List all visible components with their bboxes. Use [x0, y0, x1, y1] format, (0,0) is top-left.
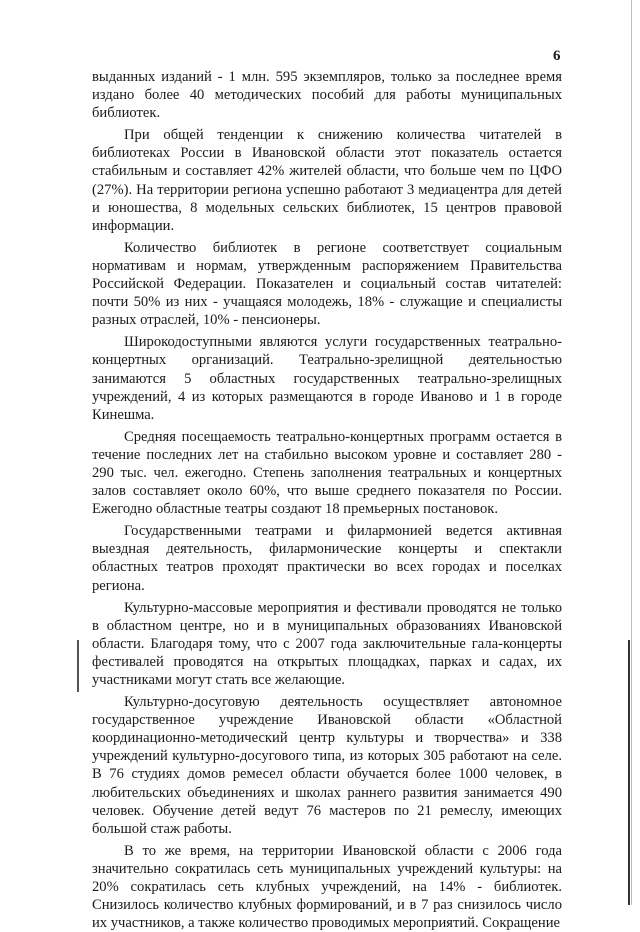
paragraph-touring-activity: Государственными театрами и филармонией ведется активная выездная деятельность, филармонические концерты и спектакли областных театров проходят практически во всех городах и поселках региона. — [92, 523, 562, 594]
margin-mark — [77, 640, 79, 692]
document-body — [92, 68, 562, 932]
paragraph-theatre-organizations: Широкодоступными являются услуги государственных театрально-концертных организаций. Театрально-зрелищной деятельностью занимаются 5 областных государственных театрально-зрелищных учреждений, 4 из которых размещаются в городе Иваново и 1 в городе Кинешма. — [92, 334, 562, 423]
paragraph-library-norms: Количество библиотек в регионе соответствует социальным нормативам и нормам, утвержденным распоряжением Правительства Российской Федерации. Показателен и социальный состав читателей: почти 50% из них - учащаяся молодежь, 18% - служащие и специалисты разных отраслей, 10% - пенсионеры. — [92, 239, 562, 329]
scan-edge-shadow — [628, 640, 630, 905]
page-number: 6 — [553, 48, 561, 64]
paragraph-theatre-attendance: Средняя посещаемость театрально-концертных программ остается в течение последних лет на стабильно высоком уровне и составляет 280 - 290 тыс. чел. ежегодно. Степень заполнения театральных и концертных залов составляет около 60%, что выше среднего показателя по России. Ежегодно областные театры создают 18 премьерных постановок. — [92, 428, 562, 518]
paragraph-network-reduction: В то же время, на территории Ивановской области с 2006 года значительно сократилась сеть муниципальных учреждений культуры: на 20% сократилась сеть клубных учреждений, на 14% - библиотек. Снизилось количество клубных формирований, и в 7 раз снизилось число их участников, а также количество проводимых мероприятий. Сокращение — [92, 842, 562, 932]
paragraph-cultural-leisure: Культурно-досуговую деятельность осуществляет автономное государственное учреждение Ивановской области «Областной координационно-методический центр культуры и творчества» и 338 учреждений культурно-досугового типа, из которых 305 работают на селе. В 76 студиях домов ремесел области обучается более 1000 человек, в любительских объединениях и школах раннего развития занимается 490 человек. Обучение детей ведут 76 мастеров по 21 ремеслу, имеющих большой стаж работы. — [92, 694, 562, 837]
paragraph-festivals: Культурно-массовые мероприятия и фестивали проводятся не только в областном центре, но и в муниципальных образованиях Ивановской области. Благодаря тому, что с 2007 года заключительные гала-концерты фестивалей проводятся на открытых площадках, парках и садах, их участниками могут стать все желающие. — [92, 599, 562, 688]
scan-edge — [631, 0, 632, 905]
paragraph-library-readers: При общей тенденции к снижению количества читателей в библиотеках России в Ивановской области этот показатель остается стабильным и составляет 42% жителей области, что больше чем по ЦФО (27%). На территории региона успешно работают 3 медиацентра для детей и юношества, 8 модельных сельских библиотек, 15 центров правовой информации. — [92, 127, 562, 234]
paragraph-continuation: выданных изданий - 1 млн. 595 экземпляров, только за последнее время издано более 40 методических пособий для работы муниципальных библиотек. — [92, 69, 562, 122]
